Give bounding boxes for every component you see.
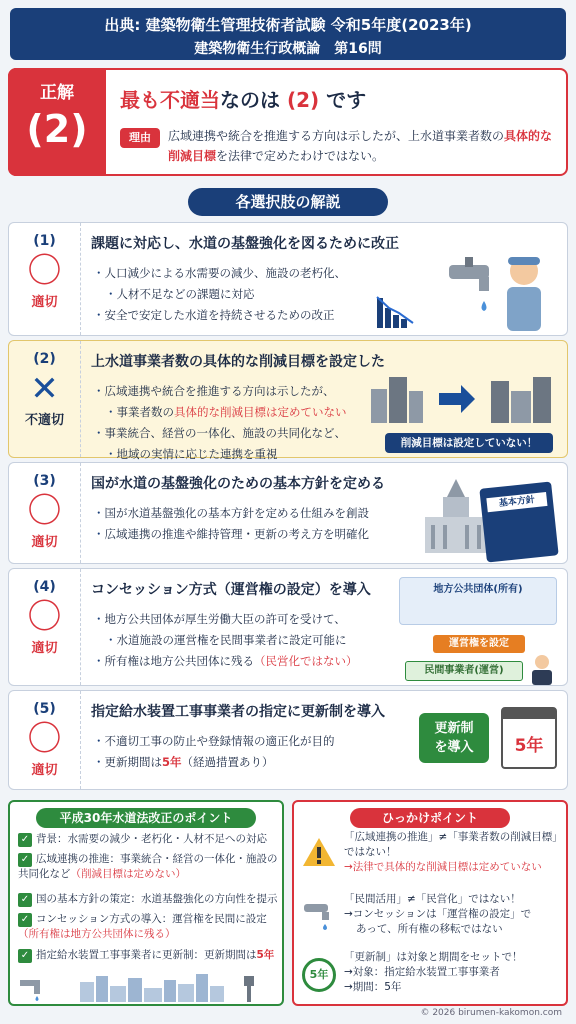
option-1-card <box>8 222 568 336</box>
point-item <box>18 948 280 963</box>
trap-red: →法律で具体的な削減目標は定めていない <box>344 861 542 873</box>
trap-line: 「更新制」は対象と期間をセットで！ <box>344 951 523 963</box>
bullet: ・ 人口減少による水需要の減少、施設の老朽化、 <box>93 263 346 284</box>
no-target-badge: 削減目標は設定していない！ <box>385 433 553 453</box>
bullet: ・ 安全で安定した水道を持続させるための改正 <box>93 305 346 326</box>
point-red: 5年 <box>256 949 275 961</box>
headline-red: 不適当 <box>160 88 220 112</box>
option-4-card <box>8 568 568 686</box>
trap-line: →コンセッションは「運営権の設定」で <box>344 908 532 920</box>
trap-line: 「広域連携の推進」≠「事業者数の削減目標」 <box>344 831 563 843</box>
verdict-label: 適切 <box>31 295 58 310</box>
point-item <box>18 892 280 907</box>
trap-points-title: ひっかけポイント <box>350 808 510 828</box>
point-red: （所有権は地方公共団体に残る） <box>18 928 176 940</box>
owner-label: 地方公共団体(所有) <box>433 584 523 595</box>
option-1-side <box>9 223 81 335</box>
check-icon: ✓ <box>18 893 32 907</box>
renewal-cycle-icon: 5年 <box>302 958 336 992</box>
point-item <box>18 832 280 847</box>
answer-box <box>8 68 106 176</box>
section-title: 各選択肢の解説 <box>188 188 388 216</box>
option-number: (5) <box>33 701 56 717</box>
option-5-card <box>8 690 568 790</box>
headline-post: です <box>326 88 367 112</box>
trap-line: あって、所有権の移転ではない <box>356 923 503 935</box>
option-title: 課題に対応し、水道の基盤強化を図るために改正 <box>91 236 399 252</box>
option-bullets <box>93 503 369 545</box>
option-bullets <box>93 609 358 672</box>
option-title: コンセッション方式（運営権の設定）を導入 <box>91 582 371 598</box>
trap-points-panel <box>292 800 568 1006</box>
operating-right-arrow: 運営権を設定 <box>433 635 525 653</box>
check-icon: ✓ <box>18 833 32 847</box>
businessman-icon <box>527 653 557 685</box>
option-title: 上水道事業者数の具体的な削減目標を設定した <box>91 354 385 370</box>
bullet: ・ 広域連携の推進や維持管理・更新の考え方を明確化 <box>93 524 369 545</box>
circle-mark-icon: 〇 <box>27 719 62 759</box>
buildings-arrow-icon <box>371 371 561 426</box>
calendar-top <box>503 709 555 719</box>
answer-panel <box>8 68 568 176</box>
answer-label: 正解 <box>40 83 74 103</box>
calendar-icon <box>501 707 557 769</box>
headline-pre: 最も <box>120 88 160 112</box>
option-4-side <box>9 569 81 685</box>
circle-mark-icon: 〇 <box>27 251 62 291</box>
b3red: （民営化ではない） <box>254 654 358 668</box>
warning-icon <box>302 836 336 868</box>
headline-num: (2) <box>286 88 320 112</box>
verdict-label: 不適切 <box>24 413 64 428</box>
option-3-side <box>9 463 81 563</box>
verdict-label: 適切 <box>31 763 58 778</box>
bullet: ・ 不適切工事の防止や登録情報の適正化が目的 <box>93 731 335 752</box>
bullet-cont: ・ 地域の実情に応じた連携を重視 <box>93 444 347 465</box>
copyright: © 2026 birumen-kakomon.com <box>420 1008 562 1018</box>
option-2-side <box>9 341 81 457</box>
cross-mark-icon: ✕ <box>30 369 59 409</box>
header-line1: 出典: 建築物衛生管理技術者試験 令和5年度(2023年) <box>104 16 472 34</box>
point-text: 国の基本方針の策定：水道基盤強化の方向性を提示 <box>36 893 278 905</box>
header-banner <box>10 8 566 60</box>
point-text: コンセッション方式の導入：運営権を民間に設定 <box>36 913 267 925</box>
bullet-cont <box>93 402 347 423</box>
point-text: 指定給水装置工事事業者に更新制：更新期間は <box>36 949 257 961</box>
faucet-worker-icon <box>369 253 559 333</box>
option-title: 指定給水装置工事事業者の指定に更新制を導入 <box>91 704 385 720</box>
circle-mark-icon: 〇 <box>27 597 62 637</box>
reason-red: 具体的な削減目標 <box>168 129 553 163</box>
b2a: 更新期間は <box>104 755 162 769</box>
trap-item-1 <box>344 830 564 875</box>
option-bullets <box>93 263 346 326</box>
reason-tag: 理由 <box>120 128 160 148</box>
option-bullets <box>93 381 347 465</box>
b2red: 5年 <box>162 755 182 769</box>
key-points-panel <box>8 800 284 1006</box>
trap-line: ではない！ <box>344 846 397 858</box>
answer-number: (2) <box>26 107 88 151</box>
trap-line: →対象：指定給水装置工事事業者 <box>344 966 500 978</box>
check-icon: ✓ <box>18 853 32 867</box>
b3a: 所有権は地方公共団体に残る <box>104 654 254 668</box>
point-red: （削減目標は定めない） <box>70 868 186 880</box>
policy-book-icon <box>479 481 558 562</box>
trap-line: 「民間活用」≠「民営化」ではない！ <box>344 893 521 905</box>
point-text: 背景：水需要の減少・老朽化・人材不足への対応 <box>36 833 267 845</box>
b2red: 具体的な削減目標は定めていない <box>174 405 347 419</box>
faucet-icon <box>302 898 336 932</box>
reason-text <box>168 126 564 166</box>
point-item <box>18 852 280 882</box>
bullet-cont: ・ 水道施設の運営権を民間事業者に設定可能に <box>93 630 358 651</box>
b2b: （経過措置あり） <box>181 755 274 769</box>
bullet: ・ 事業統合、経営の一体化、施設の共同化など、 <box>93 423 347 444</box>
trap-item-3 <box>344 950 564 995</box>
option-number: (2) <box>33 351 56 367</box>
renewal-badge <box>419 713 489 763</box>
bullet <box>93 651 358 672</box>
bullet: ・ 国が水道基盤強化の基本方針を定める仕組みを創設 <box>93 503 369 524</box>
reason-2: を法律で定めたわけではない。 <box>216 149 385 163</box>
check-icon: ✓ <box>18 913 32 927</box>
bullet-cont: ・ 人材不足などの課題に対応 <box>93 284 346 305</box>
option-title: 国が水道の基盤強化のための基本方針を定める <box>91 476 385 492</box>
trap-item-2 <box>344 892 564 937</box>
reason-1: 広域連携や統合を推進する方向は示したが、上水道事業者数の <box>168 129 505 143</box>
header-line2: 建築物衛生行政概論 第16問 <box>194 41 382 57</box>
verdict-label: 適切 <box>31 535 58 550</box>
owner-block <box>399 577 557 625</box>
calendar-label: 5年 <box>514 736 544 756</box>
option-3-card <box>8 462 568 564</box>
option-2-card <box>8 340 568 461</box>
badge-line1: 更新制 <box>434 721 474 736</box>
verdict-label: 適切 <box>31 641 58 656</box>
point-item <box>18 912 280 942</box>
option-number: (4) <box>33 579 56 595</box>
option-bullets <box>93 731 335 773</box>
circle-mark-icon: 〇 <box>27 491 62 531</box>
check-icon: ✓ <box>18 949 32 963</box>
trap-line: →期間：5年 <box>344 981 402 993</box>
point-text: 広域連携の推進：事業統合・経営の一体化・施設の共同化など <box>18 853 278 880</box>
book-label: 基本方針 <box>486 492 547 512</box>
key-points-title: 平成30年水道法改正のポイント <box>36 808 256 828</box>
bullet: ・ 広域連携や統合を推進する方向は示したが、 <box>93 381 347 402</box>
option-number: (1) <box>33 233 56 249</box>
headline-mid: なのは <box>220 88 280 112</box>
answer-headline <box>120 84 366 113</box>
option-5-side <box>9 691 81 789</box>
cityscape-icon <box>20 970 270 1002</box>
b2a: 事業者数の <box>116 405 174 419</box>
private-operator-label: 民間事業者(運営) <box>405 661 523 681</box>
badge-line2: を導入 <box>434 740 474 755</box>
bullet: ・ 地方公共団体が厚生労働大臣の許可を受けて、 <box>93 609 358 630</box>
bullet <box>93 752 335 773</box>
option-number: (3) <box>33 473 56 489</box>
